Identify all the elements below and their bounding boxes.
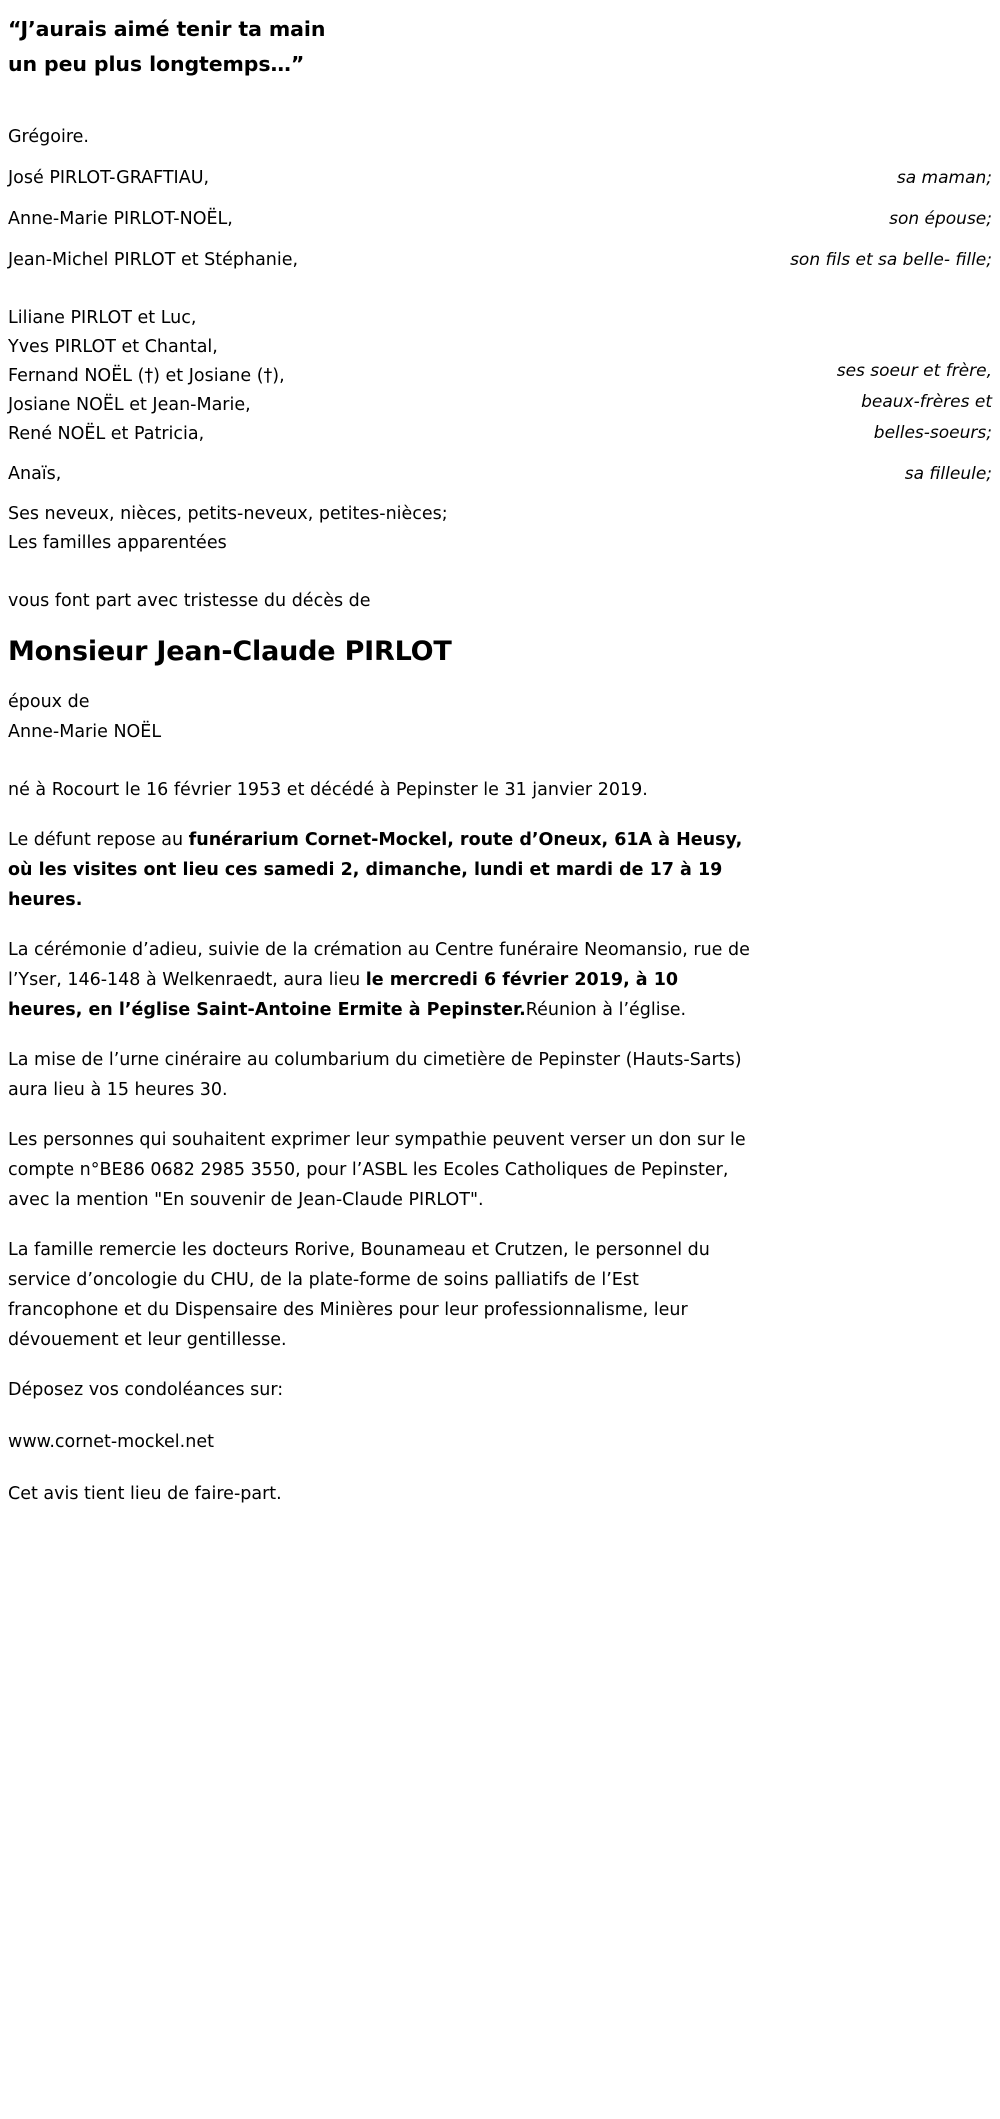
family-names: Liliane PIRLOT et Luc,: [8, 308, 197, 328]
deceased-name: Monsieur Jean-Claude PIRLOT: [8, 636, 452, 667]
epigraph-line-1: “J’aurais aimé tenir ta main: [8, 17, 326, 41]
spacer: [8, 84, 992, 122]
donation-paragraph: Les personnes qui souhaitent exprimer leur sympathie peuvent verser un don sur le compte n°BE86 0682 2985 3550, pour l’ASBL les Ecoles Catholiques de Pepinster, avec la mention "En souvenir de Jean-Claude PIRLOT".: [8, 1130, 746, 1210]
family-names: Anaïs,: [8, 464, 62, 484]
spacer: [8, 153, 992, 163]
family-names: Anne-Marie PIRLOT-NOËL,: [8, 209, 233, 229]
condolences-website[interactable]: www.cornet-mockel.net: [8, 1432, 214, 1452]
spouse-name: Anne-Marie NOËL: [8, 722, 162, 742]
family-grandchild: Grégoire.: [8, 127, 89, 147]
family-relation-label: sa filleule;: [904, 464, 992, 484]
spacer: [8, 747, 992, 775]
family-group-son: [8, 245, 992, 276]
family-names: José PIRLOT-GRAFTIAU,: [8, 168, 210, 188]
birth-death-line: né à Rocourt le 16 février 1953 et décédé à Pepinster le 31 janvier 2019.: [8, 780, 648, 800]
thanks-paragraph: La famille remercie les docteurs Rorive, Bounameau et Crutzen, le personnel du service d’oncologie du CHU, de la plate-forme de soins palliatifs de l’Est francophone et du Dispensaire des Minières pour leur professionnalisme, leur dévouement et leur gentillesse.: [8, 1240, 710, 1350]
faire-part-notice: Cet avis tient lieu de faire-part.: [8, 1484, 282, 1504]
relation-line: ses soeur et frère,: [836, 361, 992, 381]
family-sibling-names: [8, 304, 285, 449]
family-names: René NOËL et Patricia,: [8, 424, 205, 444]
family-names: Yves PIRLOT et Chantal,: [8, 337, 218, 357]
spacer: [8, 276, 992, 304]
condolences-label: Déposez vos condoléances sur:: [8, 1380, 284, 1400]
family-relation-label-siblings: [837, 356, 992, 449]
family-group-siblings: [8, 304, 992, 449]
family-group-goddaughter: [8, 459, 992, 490]
repose-prefix: Le défunt repose au: [8, 830, 189, 850]
ceremony-suffix: Réunion à l’église.: [525, 1000, 687, 1020]
relation-line: beaux-frères et: [861, 392, 992, 412]
relation-line: belles-soeurs;: [873, 423, 992, 443]
family-names: Jean-Michel PIRLOT et Stéphanie,: [8, 250, 299, 270]
spacer: [8, 235, 992, 245]
ceremony-datetime-place: le mercredi 6 février 2019, à 10 heures, en l’église Saint-Antoine Ermite à Pepinster.: [8, 970, 679, 1020]
family-group-mother: [8, 163, 992, 194]
spacer: [8, 194, 992, 204]
spacer: [8, 449, 992, 459]
spacer: [8, 558, 992, 586]
family-related-families: Les familles apparentées: [8, 533, 227, 553]
family-relation-label: sa maman;: [896, 168, 992, 188]
family-extended-relatives: Ses neveux, nièces, petits-neveux, petites-nièces;: [8, 504, 448, 524]
announcement-lead: vous font part avec tristesse du décès de: [8, 591, 371, 611]
family-names: Josiane NOËL et Jean-Marie,: [8, 395, 251, 415]
epigraph-quote: [8, 8, 992, 82]
spacer: [8, 671, 992, 687]
family-names: Fernand NOËL (†) et Josiane (†),: [8, 366, 285, 386]
family-relation-label: son fils et sa belle- fille;: [790, 250, 992, 270]
ceremony-prefix: La cérémonie d’adieu, suivie de la crémation au Centre funéraire Neomansio, rue de l’Yser, 146-148 à Welkenraedt, aura lieu: [8, 940, 750, 990]
family-relation-label: son épouse;: [889, 209, 992, 229]
ceremony-paragraph: [8, 935, 750, 1025]
spacer: [8, 490, 992, 500]
family-roster: [8, 122, 992, 558]
epigraph-line-2: un peu plus longtemps…”: [8, 52, 305, 76]
repose-paragraph: [8, 825, 750, 915]
family-group-wife: [8, 204, 992, 235]
spouse-label: époux de: [8, 692, 90, 712]
urn-paragraph: La mise de l’urne cinéraire au columbarium du cimetière de Pepinster (Hauts-Sarts) aura lieu à 15 heures 30.: [8, 1050, 742, 1100]
repose-funeral-home: funérarium Cornet-Mockel, route d’Oneux, 61A à Heusy, où les visites ont lieu ces samedi 2, dimanche, lundi et mardi de 17 à 19 heures.: [8, 830, 743, 910]
spacer: [8, 617, 992, 633]
